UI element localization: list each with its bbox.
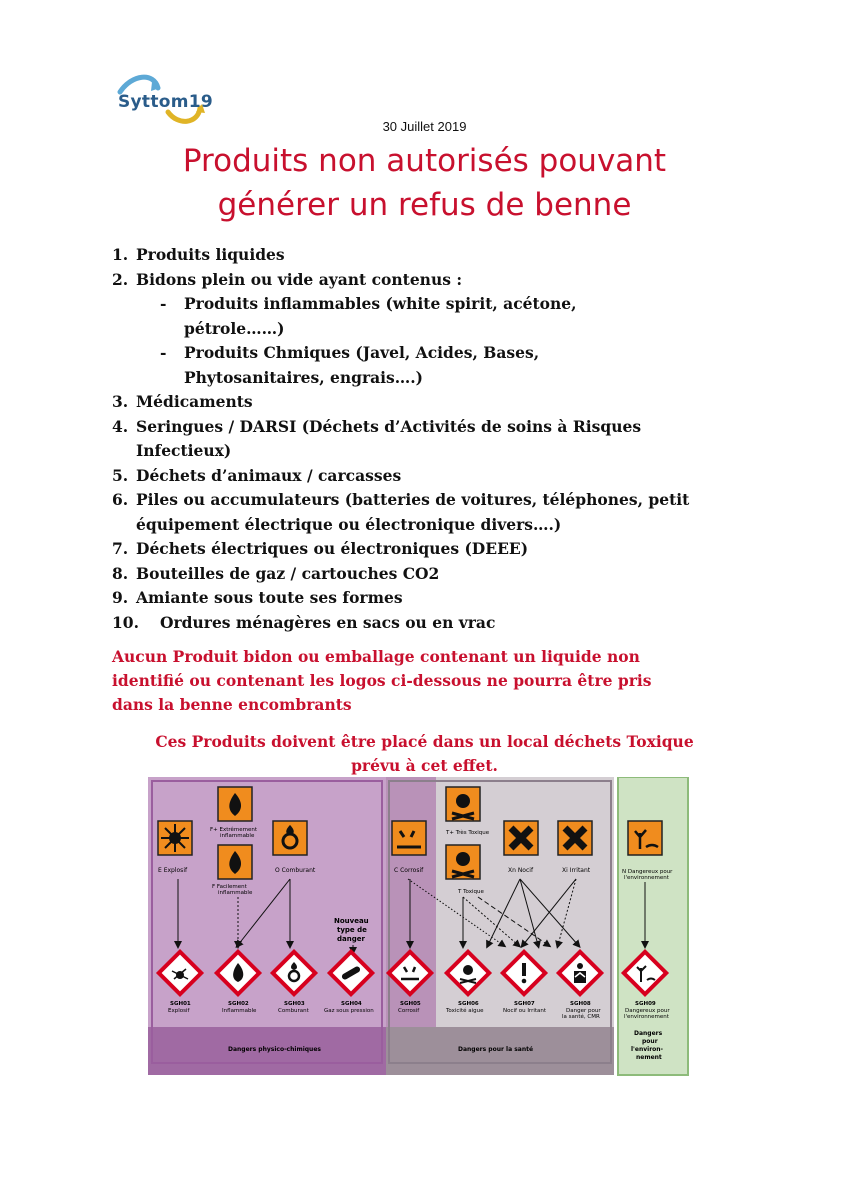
list-item: 3. Médicaments xyxy=(112,392,253,411)
oxidizer-old-icon xyxy=(273,821,307,855)
forbidden-products-list xyxy=(112,243,752,635)
list-item: 10. Ordures ménagères en sacs ou en vrac xyxy=(112,612,496,632)
band-env: pour xyxy=(642,1038,658,1045)
list-item: 6. Piles ou accumulateurs (batteries de voitures, téléphones, petit xyxy=(112,490,690,509)
ghs-code: SGH05 xyxy=(400,1001,421,1007)
corrosive-old-icon xyxy=(392,821,426,855)
title-line-1: Produits non autorisés pouvant xyxy=(182,143,667,179)
label-xi-irritant: Xi Irritant xyxy=(562,867,591,874)
sub-list-item: - Produits Chmiques (Javel, Acides, Bases, xyxy=(160,343,540,362)
label-c-corrosif: C Corrosif xyxy=(394,867,424,874)
list-item: 9. Amiante sous toute ses formes xyxy=(112,588,403,607)
new-type-l3: danger xyxy=(337,935,365,943)
list-item: 7. Déchets électriques ou électroniques (DEEE) xyxy=(112,539,529,558)
label-f-1: F Facilement xyxy=(212,884,247,890)
new-type-l1: Nouveau xyxy=(334,917,369,925)
flame-old-icon-2 xyxy=(218,845,252,879)
ghs-code: SGH09 xyxy=(635,1001,656,1007)
ghs-code: SGH03 xyxy=(284,1001,305,1007)
list-item: 8. Bouteilles de gaz / cartouches CO2 xyxy=(112,563,440,583)
band-env: nement xyxy=(636,1054,662,1061)
title-line-2: générer un refus de benne xyxy=(217,187,632,223)
label-fplus-1: F+ Extrêmement xyxy=(210,827,258,833)
ghs-code: SGH04 xyxy=(341,1001,362,1007)
label-tplus: T+ Très Toxique xyxy=(446,830,490,836)
ghs-label: Dangereux pour xyxy=(625,1008,670,1014)
band-env: Dangers xyxy=(634,1030,663,1037)
ghs-label: Toxicité aigue xyxy=(446,1008,484,1014)
flame-old-icon xyxy=(218,787,252,821)
list-item: 2. Bidons plein ou vide ayant contenus : xyxy=(112,269,463,289)
list-item: 5. Déchets d’animaux / carcasses xyxy=(112,465,402,485)
band-sante: Dangers pour la santé xyxy=(458,1046,534,1053)
label-e-explosif: E Explosif xyxy=(158,867,188,874)
document-date: 30 Juillet 2019 xyxy=(382,119,467,134)
explosive-old-icon xyxy=(158,821,192,855)
ghs-label: Gaz sous pression xyxy=(324,1008,374,1014)
ghs-label: Nocif ou Irritant xyxy=(503,1008,547,1014)
label-fplus-2: inflammable xyxy=(220,833,255,839)
toxic-storage-notice: Ces Produits doivent être placé dans un local déchets Toxique prévu à cet effet. xyxy=(155,732,694,775)
band-env: l'environ- xyxy=(631,1046,664,1053)
ghs-label: Danger pour xyxy=(566,1008,601,1014)
label-n-1: N Dangereux pour xyxy=(622,869,673,875)
label-o-comburant: O Comburant xyxy=(275,867,316,874)
ghs-label: l'environnement xyxy=(624,1014,669,1020)
ghs-label: la santé, CMR xyxy=(562,1014,600,1020)
sub-list-item-cont: pétrole……) xyxy=(184,318,285,338)
ghs-code: SGH08 xyxy=(570,1001,591,1007)
ghs-label: Explosif xyxy=(168,1008,190,1014)
list-item-cont: équipement électrique ou électronique divers….) xyxy=(136,514,562,534)
harmful-old-icon xyxy=(504,821,538,855)
ghs-code: SGH06 xyxy=(458,1001,479,1007)
label-f-2: inflammable xyxy=(218,890,253,896)
skull-old-icon xyxy=(446,787,480,821)
list-item: 4. Seringues / DARSI (Déchets d’Activités de soins à Risques xyxy=(112,416,642,436)
ghs-code: SGH02 xyxy=(228,1001,249,1007)
irritant-old-icon xyxy=(558,821,592,855)
ghs-code: SGH01 xyxy=(170,1001,191,1007)
band-physico: Dangers physico-chimiques xyxy=(228,1046,321,1053)
ghs-label: Comburant xyxy=(278,1008,309,1014)
environment-old-icon xyxy=(628,821,662,855)
logo-text: Syttom19 xyxy=(118,92,214,112)
skull-old-icon-2 xyxy=(446,845,480,879)
hazard-pictogram-diagram xyxy=(148,777,690,1077)
ghs-code: SGH07 xyxy=(514,1001,535,1007)
new-type-l2: type de xyxy=(337,926,367,934)
list-item: 1. Produits liquides xyxy=(112,245,285,264)
ghs-label: Inflammable xyxy=(222,1008,257,1014)
sub-list-item: - Produits inflammables (white spirit, acétone, xyxy=(160,294,577,313)
list-item-cont: Infectieux) xyxy=(136,441,232,460)
ghs-label: Corrosif xyxy=(398,1008,420,1014)
sub-list-item-cont: Phytosanitaires, engrais….) xyxy=(184,367,424,387)
label-xn-nocif: Xn Nocif xyxy=(508,867,534,874)
warning-paragraph: Aucun Produit bidon ou emballage contenant un liquide non identifié ou contenant les logos ci-dessous ne pourra être pris dans la benne encombrants xyxy=(112,647,652,714)
label-t-toxique: T Toxique xyxy=(458,889,484,895)
page-title xyxy=(0,139,849,227)
label-n-2: l'environnement xyxy=(624,875,669,881)
